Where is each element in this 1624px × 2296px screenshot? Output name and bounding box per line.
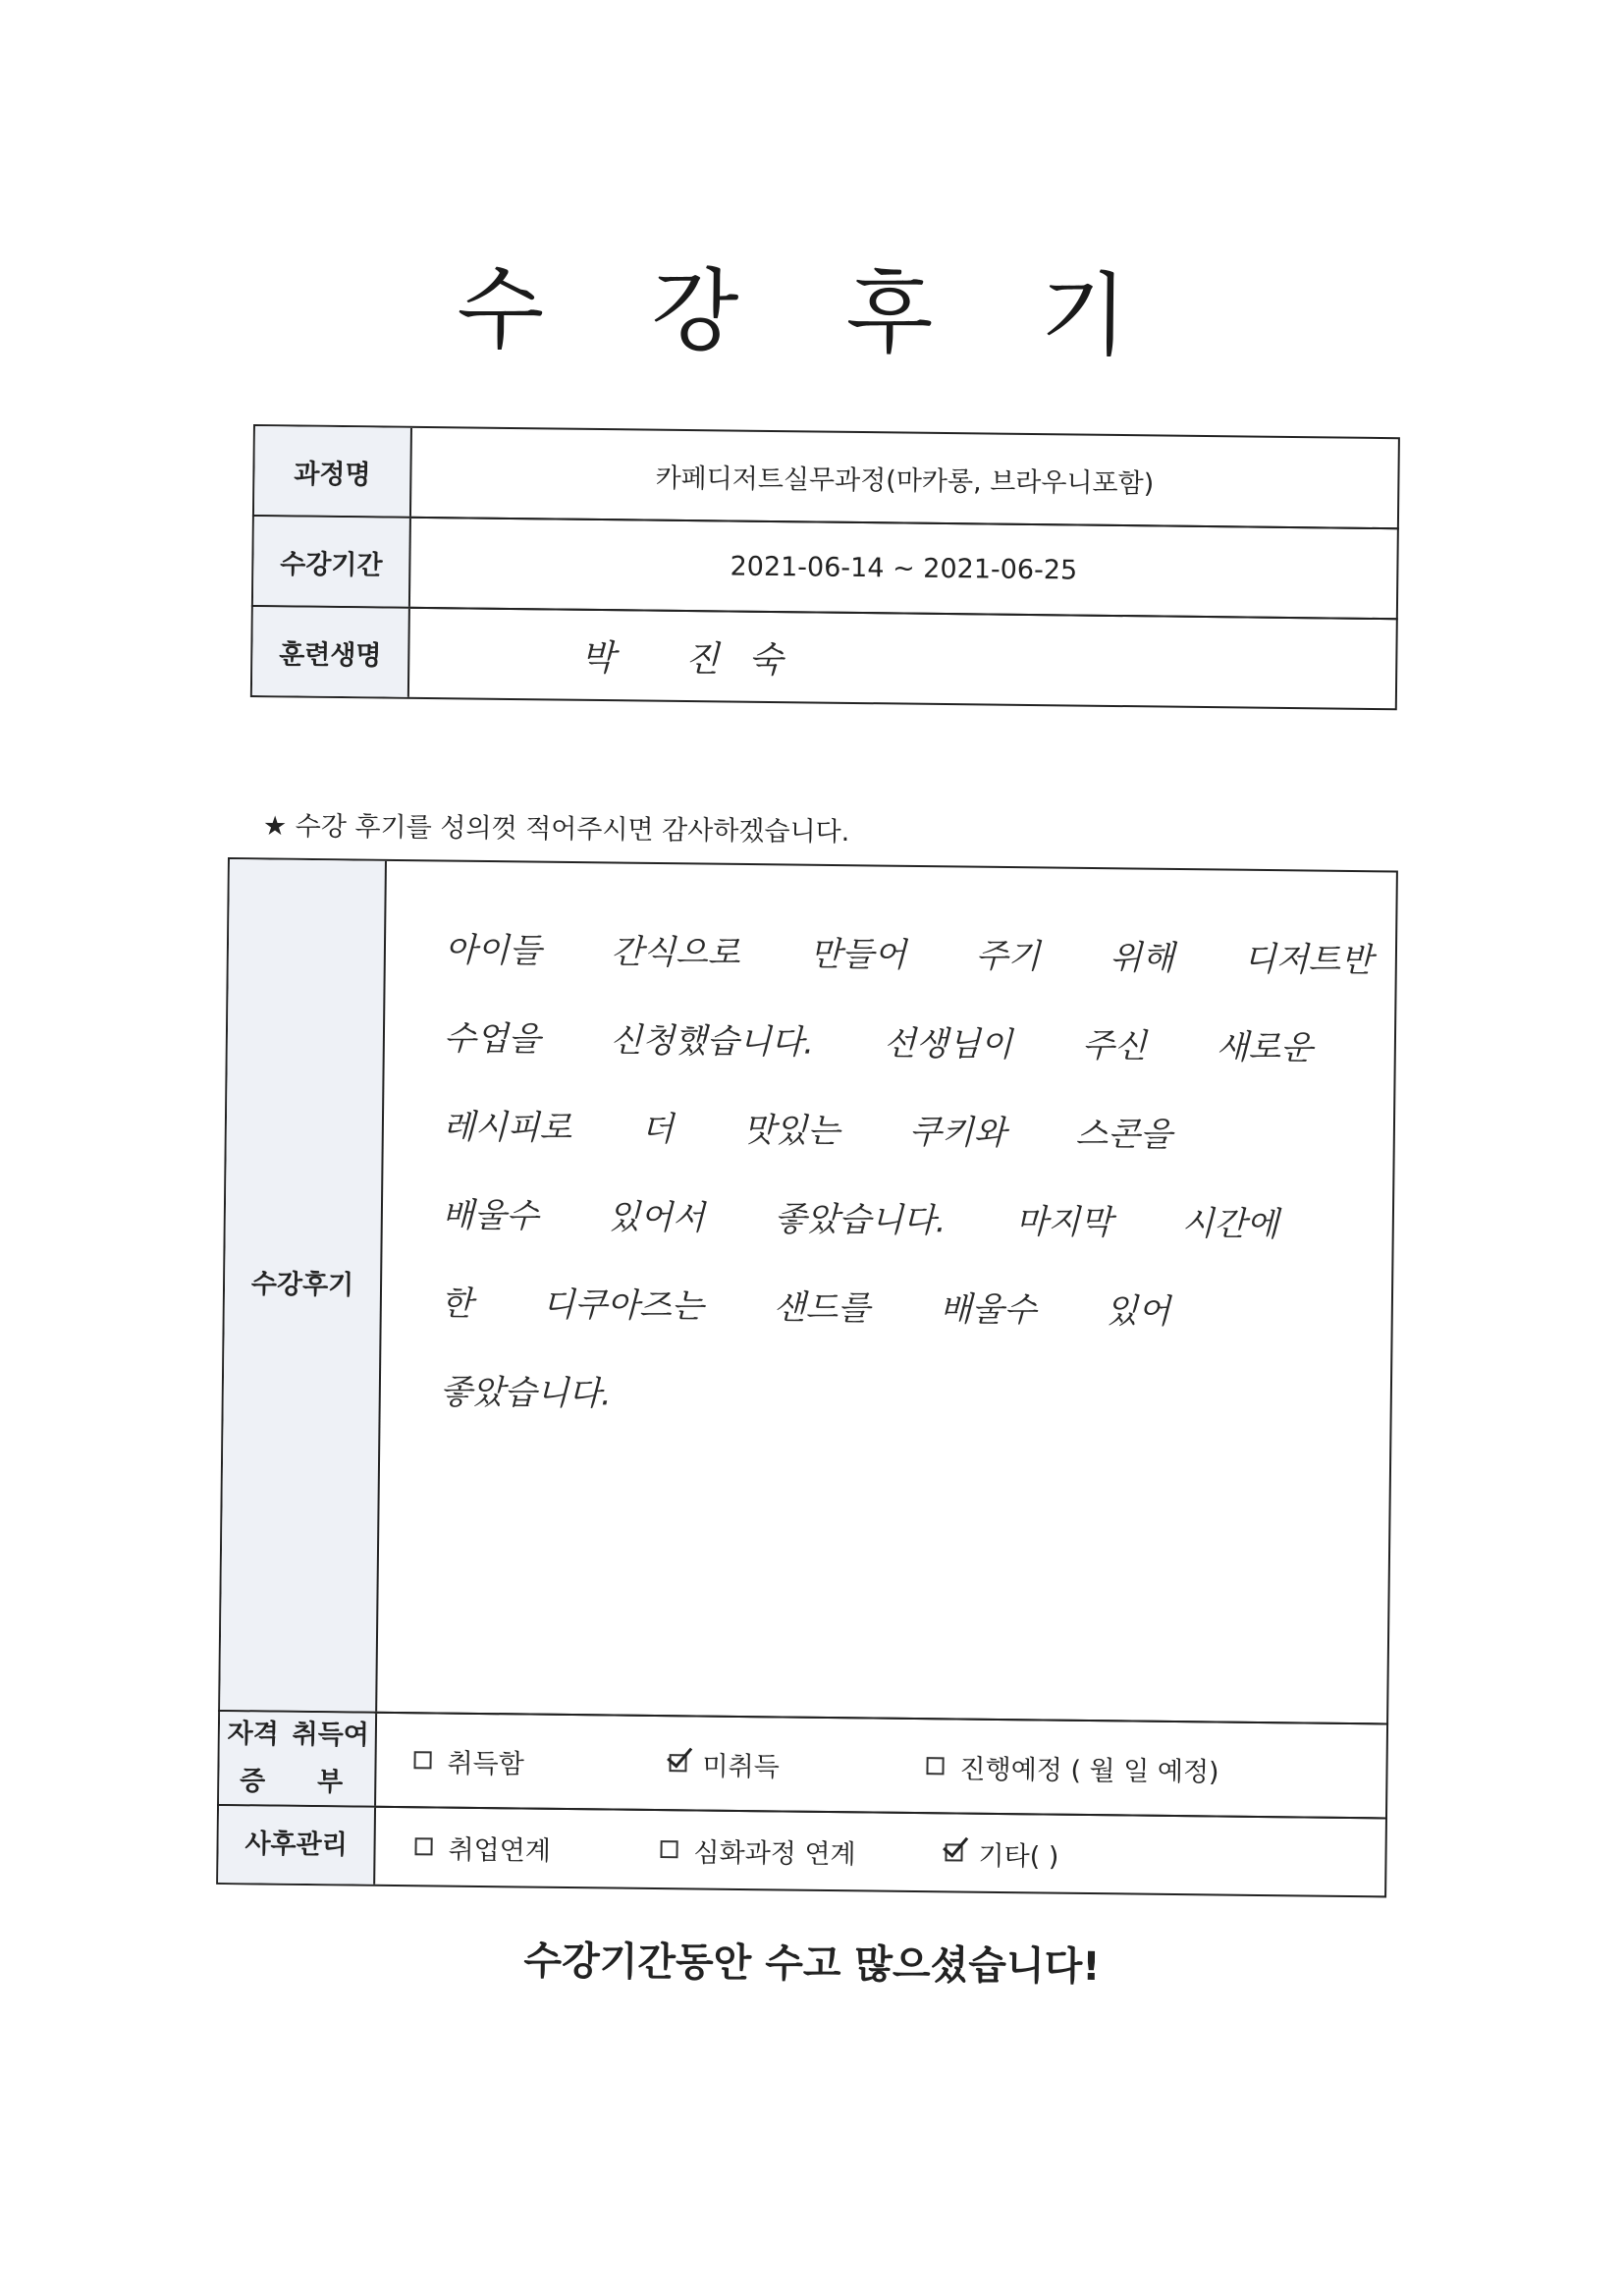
info-table [250, 424, 1400, 724]
review-line: 수업을 신청했습니다. 선생님이 주신 새로운 [443, 1018, 1314, 1068]
certificate-label-line2: 취득여부 [292, 1719, 370, 1798]
course-row [252, 424, 1400, 529]
checked-checkbox-icon[interactable] [669, 1754, 686, 1772]
aftercare-row [216, 1804, 1387, 1898]
course-label: 과정명 [254, 426, 412, 517]
certificate-label-line1: 자격증 [227, 1719, 279, 1797]
cert-option-label: 진행예정 ( 월 일 예정) [959, 1754, 1219, 1788]
period-label: 수강기간 [253, 517, 411, 607]
page-title: 수 강 후 기 [456, 256, 1168, 369]
aftercare-option-label: 심화과정 연계 [693, 1836, 856, 1870]
closing-message: 수강기간동안 수고 많으셨습니다! [523, 1938, 1101, 1991]
review-table [216, 857, 1398, 1911]
period-row [251, 515, 1399, 620]
review-line: 한 디쿠아즈는 샌드를 배울수 있어 [440, 1284, 1171, 1332]
cert-option-planned[interactable] [926, 1747, 1218, 1788]
certificate-label [219, 1712, 377, 1806]
checkbox-icon[interactable] [414, 1837, 432, 1855]
certificate-row [217, 1710, 1388, 1820]
checkbox-icon[interactable] [660, 1840, 677, 1858]
trainee-name: 박 진숙 [580, 637, 813, 681]
instruction-note: ★ 수강 후기를 성의껏 적어주시면 감사하겠습니다. [262, 810, 850, 848]
trainee-label: 훈련생명 [252, 607, 410, 697]
review-label: 수강후기 [220, 859, 387, 1712]
cert-option-label: 취득함 [447, 1748, 524, 1779]
review-line: 배울수 있어서 좋았습니다. 마지막 시간에 [441, 1195, 1279, 1245]
cert-option-acquired[interactable] [413, 1741, 524, 1780]
trainee-value-cell[interactable] [409, 609, 1396, 708]
aftercare-label: 사후관리 [218, 1806, 376, 1885]
aftercare-option-label: 기타( ) [978, 1840, 1059, 1873]
review-line: 레시피로 더 맛있는 쿠키와 스콘을 [442, 1107, 1173, 1155]
review-text-area[interactable] [377, 861, 1396, 1723]
aftercare-option-other[interactable] [945, 1833, 1058, 1873]
aftercare-option-advanced[interactable] [660, 1831, 856, 1871]
cert-option-not-acquired[interactable] [669, 1744, 780, 1783]
aftercare-option-employment[interactable] [414, 1828, 551, 1868]
review-line: 좋았습니다. [439, 1372, 613, 1414]
trainee-row [250, 605, 1398, 710]
review-line: 아이들 간식으로 만들어 주기 위해 디저트반 [444, 930, 1374, 981]
aftercare-options [375, 1808, 1385, 1896]
checkbox-icon[interactable] [926, 1757, 944, 1775]
checkbox-icon[interactable] [413, 1751, 431, 1769]
checked-checkbox-icon[interactable] [945, 1843, 962, 1861]
certificate-options [376, 1714, 1386, 1818]
cert-option-label: 미취득 [702, 1751, 780, 1782]
course-value: 카페디저트실무과정(마카롱, 브라우니포함) [655, 463, 1155, 499]
aftercare-option-label: 취업연계 [448, 1834, 552, 1867]
review-row [218, 857, 1398, 1724]
period-value: 2021-06-14 ~ 2021-06-25 [730, 551, 1078, 586]
